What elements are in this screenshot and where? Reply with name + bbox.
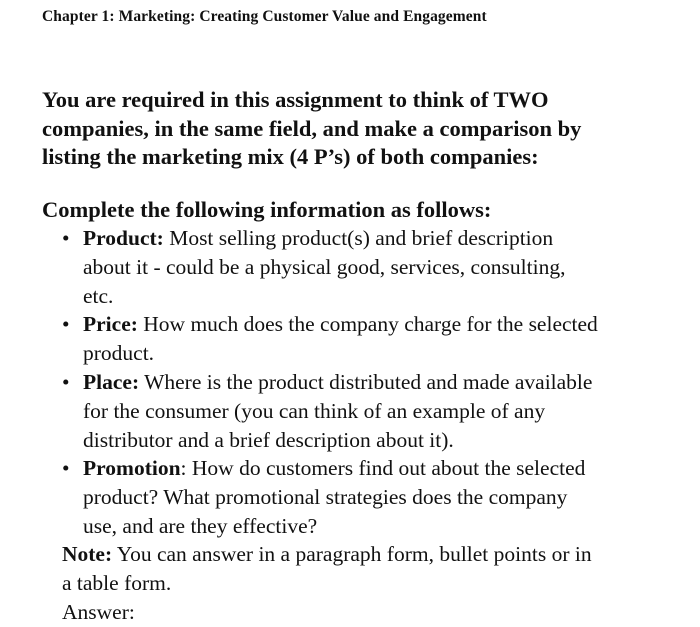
bullet-icon: • — [62, 456, 70, 481]
marketing-mix-list — [62, 224, 692, 541]
list-item-first-line — [83, 368, 692, 397]
chapter-title: Chapter 1: Marketing: Creating Customer Value and Engagement — [42, 8, 487, 25]
intro-line: listing the marketing mix (4 P’s) of both companies: — [42, 144, 539, 169]
list-item-price — [62, 310, 692, 368]
note-label: Note: — [62, 542, 113, 566]
bullet-icon: • — [62, 226, 70, 250]
list-item-text: product. — [83, 341, 155, 366]
list-item-product — [62, 224, 692, 310]
list-item-text: etc. — [83, 283, 114, 308]
list-item-text: Most selling product(s) and brief description — [163, 226, 554, 250]
note-section — [62, 540, 592, 626]
list-item-text: about it - could be a physical good, services, consulting, — [83, 254, 566, 279]
note-first-line — [62, 540, 592, 569]
list-item-term: Product: — [83, 226, 164, 250]
assignment-intro — [42, 86, 682, 172]
list-item-text: use, and are they effective? — [83, 513, 318, 538]
note-text: a table form. — [62, 570, 172, 595]
list-item-first-line — [83, 454, 692, 483]
bullet-icon: • — [62, 312, 70, 337]
intro-line: You are required in this assignment to think of TWO — [42, 87, 549, 112]
list-item-text: : How do customers find out about the selected — [180, 456, 586, 481]
list-item-text: Where is the product distributed and made available — [139, 369, 593, 394]
instructions-heading: Complete the following information as follows: — [42, 197, 492, 222]
list-item-term: Promotion — [83, 456, 181, 481]
answer-label: Answer: — [62, 599, 135, 624]
list-item-text: product? What promotional strategies does the company — [83, 485, 568, 510]
list-item-text: How much does the company charge for the selected — [137, 312, 598, 337]
list-item-place — [62, 368, 692, 454]
list-item-text: for the consumer (you can think of an example of any — [83, 398, 546, 423]
bullet-icon: • — [62, 369, 70, 394]
list-item-first-line — [83, 310, 692, 339]
note-text: You can answer in a paragraph form, bullet points or in — [112, 542, 592, 566]
list-item-promotion — [62, 454, 692, 540]
intro-line: companies, in the same field, and make a comparison by — [42, 115, 582, 141]
list-item-term: Place: — [83, 369, 140, 394]
list-item-text: distributor and a brief description about it). — [83, 427, 454, 452]
list-item-term: Price: — [83, 312, 138, 337]
list-item-first-line — [83, 224, 692, 253]
